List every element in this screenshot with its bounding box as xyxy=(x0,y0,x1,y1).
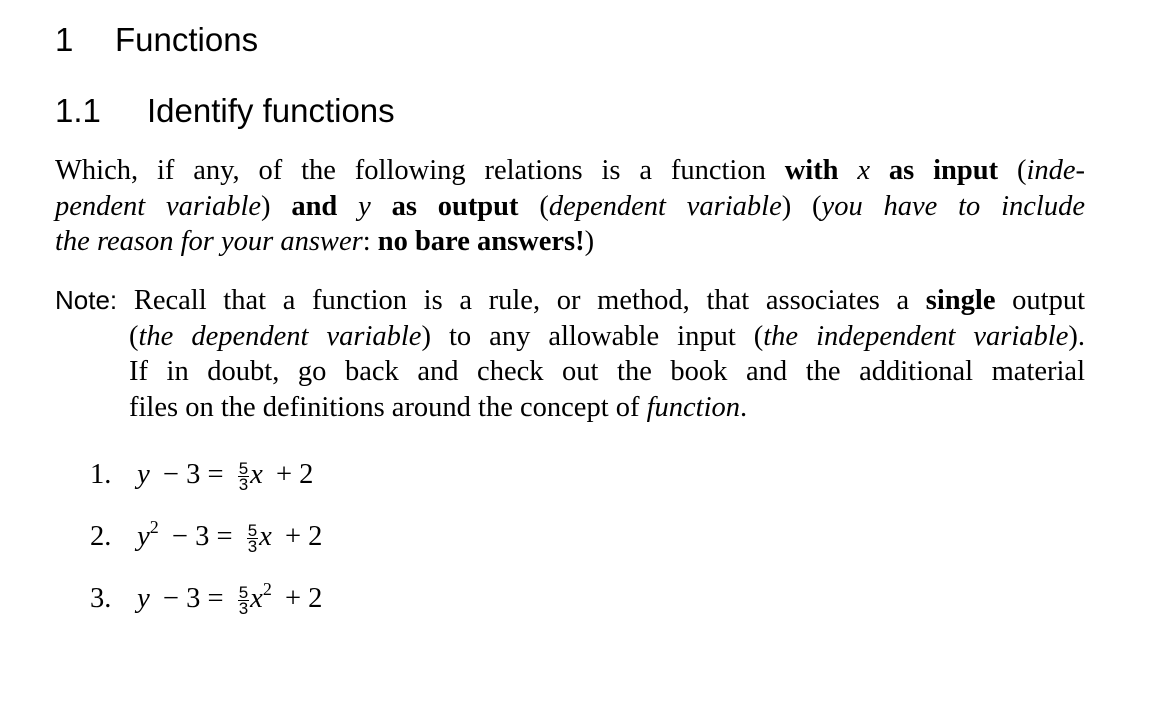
question-line-1 xyxy=(55,153,1085,189)
frac-denominator: 3 xyxy=(247,536,258,556)
eq-operator: + 2 xyxy=(284,583,323,614)
q-bold: no bare answers! xyxy=(377,226,585,257)
note-text: . xyxy=(740,391,748,423)
section-number: 1 xyxy=(55,21,74,58)
note-text: ( xyxy=(129,320,139,352)
q-italic: dependent variable xyxy=(548,190,782,222)
q-text: Which, if any, of the following relations is a function xyxy=(55,155,785,186)
q-var-y: y xyxy=(358,190,371,222)
question-paragraph xyxy=(55,153,1085,260)
q-bold: as input xyxy=(870,155,999,186)
frac-numerator: 5 xyxy=(238,582,249,602)
q-text: ) xyxy=(261,190,292,222)
q-text: ( xyxy=(998,155,1027,186)
subsection-heading xyxy=(55,89,395,133)
eq-var: y xyxy=(137,521,150,552)
note-italic: the independent variable xyxy=(763,320,1069,352)
frac-denominator: 3 xyxy=(238,474,249,494)
frac-denominator: 3 xyxy=(238,598,249,618)
note-label: Note: xyxy=(55,285,118,315)
q-bold: and xyxy=(291,190,359,222)
frac-numerator: 5 xyxy=(247,520,258,540)
q-text: : xyxy=(362,226,378,257)
subsection-title: Identify functions xyxy=(147,92,395,129)
eq-operator: − 3 = xyxy=(162,459,224,490)
subsection-number: 1.1 xyxy=(55,92,101,129)
eq-operator: − 3 = xyxy=(171,521,233,552)
note-block xyxy=(55,283,1085,425)
eq-operator: − 3 = xyxy=(162,583,224,614)
frac-numerator: 5 xyxy=(238,458,249,478)
note-line-1 xyxy=(55,283,1085,319)
section-heading xyxy=(55,18,258,62)
eq-fraction xyxy=(238,458,249,494)
equation-number: 3. xyxy=(90,583,112,614)
note-bold: single xyxy=(925,285,996,316)
note-text: ). xyxy=(1068,320,1085,352)
eq-fraction xyxy=(238,582,249,618)
q-bold: with xyxy=(784,155,858,186)
q-text: ) ( xyxy=(781,190,822,222)
note-line-3: If in doubt, go back and check out the book and the additional material xyxy=(129,356,1085,387)
note-text: ) to any allowable input ( xyxy=(421,320,764,352)
eq-var: y xyxy=(137,459,150,490)
eq-fraction xyxy=(247,520,258,556)
equation-list xyxy=(90,453,328,639)
note-italic: function xyxy=(646,391,741,423)
eq-var: y xyxy=(137,583,150,614)
eq-var: x xyxy=(259,521,272,552)
q-italic: you have to include xyxy=(821,190,1085,222)
equation-item xyxy=(90,577,328,639)
equation-item xyxy=(90,453,328,515)
equation-item xyxy=(90,515,328,577)
eq-var: x xyxy=(250,459,263,490)
note-line-4 xyxy=(55,390,1085,426)
eq-exponent: 2 xyxy=(149,517,159,537)
eq-exponent: 2 xyxy=(262,579,272,599)
question-line-3 xyxy=(55,224,1085,260)
q-text: ( xyxy=(518,190,549,222)
eq-operator: + 2 xyxy=(275,459,314,490)
q-italic: the reason for your answer xyxy=(55,226,363,257)
question-line-2 xyxy=(55,189,1085,225)
q-var-x: x xyxy=(857,155,871,186)
equation-number: 1. xyxy=(90,459,112,490)
eq-var: x xyxy=(250,583,263,614)
equation-number: 2. xyxy=(90,521,112,552)
q-italic: pendent variable xyxy=(55,190,262,222)
note-text: Recall that a function is a rule, or method, that associates a xyxy=(117,285,926,316)
note-line-2 xyxy=(55,319,1085,355)
q-italic: inde- xyxy=(1026,155,1085,186)
note-italic: the dependent variable xyxy=(138,320,422,352)
q-text: ) xyxy=(584,226,595,257)
eq-operator: + 2 xyxy=(284,521,323,552)
q-bold: as output xyxy=(370,190,519,222)
note-text: files on the definitions around the concept of xyxy=(129,391,647,423)
section-title: Functions xyxy=(115,21,259,58)
note-text: output xyxy=(995,285,1085,316)
